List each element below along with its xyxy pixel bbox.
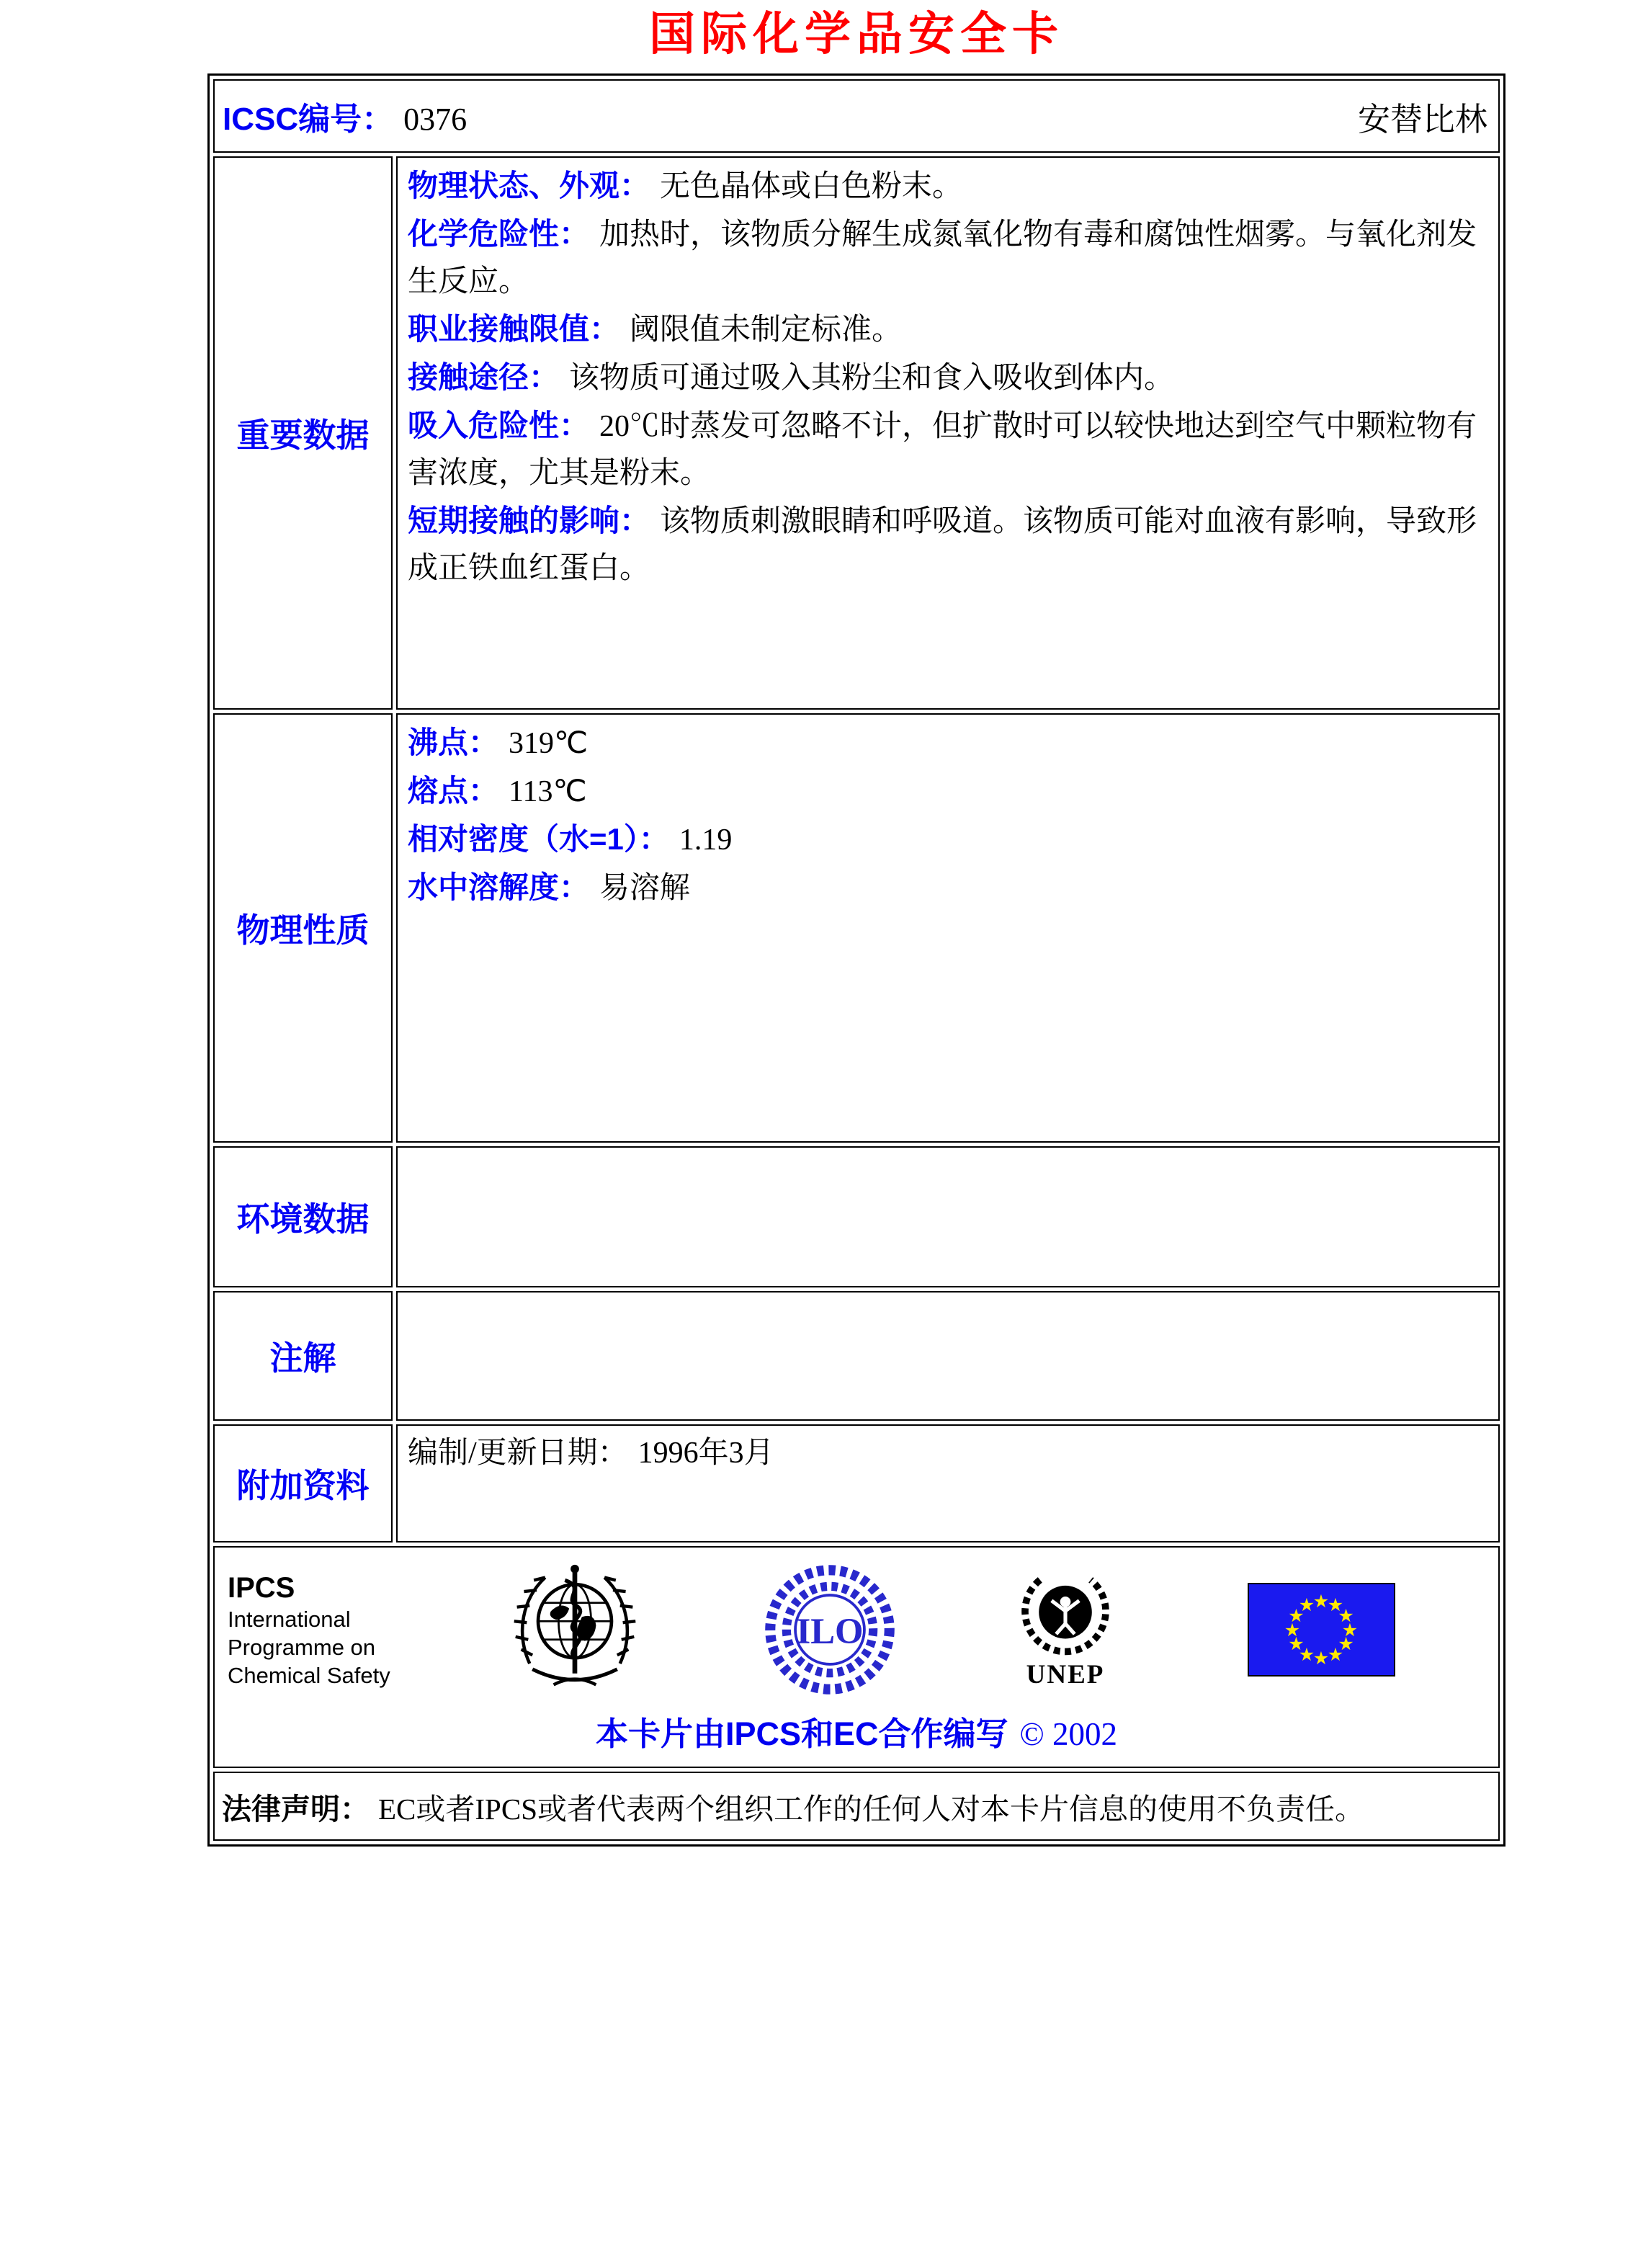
- svg-text:★: ★: [1288, 1633, 1305, 1654]
- svg-text:★: ★: [1327, 1644, 1344, 1665]
- field-physical-state: [408, 162, 1488, 210]
- legal-notice-label: 法律声明：: [222, 1792, 370, 1826]
- field-label: 接触途径：: [408, 360, 560, 394]
- legal-notice-text: EC或者IPCS或者代表两个组织工作的任何人对本卡片信息的使用不负责任。: [378, 1792, 1364, 1826]
- field-label: 熔点：: [408, 774, 499, 808]
- field-value: 无色晶体或白色粉末。: [660, 170, 963, 203]
- important-data-content: [396, 156, 1500, 710]
- svg-text:★: ★: [1298, 1644, 1315, 1665]
- additional-info-content: [396, 1424, 1500, 1542]
- page-title: 国际化学品安全卡: [649, 7, 1064, 61]
- physical-properties-row: [213, 713, 1500, 1143]
- field-value: 20℃时蒸发可忽略不计，但扩散时可以较快地达到空气中颗粒物有害浓度，尤其是粉末。: [408, 410, 1477, 490]
- ilo-logo: [762, 1562, 898, 1697]
- field-label: 沸点：: [408, 726, 499, 759]
- field-melting-point: [408, 767, 1488, 816]
- ipcs-line-2: Programme on: [228, 1634, 376, 1660]
- notes-row: [213, 1291, 1500, 1421]
- field-label: 吸入危险性：: [408, 408, 590, 442]
- ilo-logo-text: ILO: [796, 1610, 864, 1651]
- chemical-name: 安替比林: [1357, 101, 1487, 138]
- field-label: 职业接触限值：: [408, 312, 620, 346]
- ipcs-line-3: Chemical Safety: [228, 1662, 390, 1688]
- section-label-important-data: 重要数据: [213, 156, 393, 710]
- section-label-notes: 注解: [213, 1291, 393, 1421]
- field-occupational-limit: [408, 305, 1488, 354]
- ipcs-line-1: International: [228, 1606, 351, 1632]
- header-content: [215, 81, 1498, 151]
- field-relative-density: [408, 816, 1488, 864]
- notes-content: [396, 1291, 1500, 1421]
- field-chemical-danger: [408, 210, 1488, 305]
- safety-card-page: [207, 0, 1505, 1847]
- svg-text:★: ★: [1341, 1620, 1359, 1640]
- field-label: 相对密度（水=1）：: [408, 822, 669, 856]
- field-label: 短期接触的影响：: [408, 504, 650, 537]
- field-value: 1.19: [679, 823, 733, 857]
- field-value: 易溶解: [599, 872, 691, 905]
- unep-emblem: [1008, 1571, 1123, 1661]
- important-data-row: [213, 156, 1500, 710]
- eu-flag: [1248, 1583, 1395, 1677]
- credit-line: [215, 1707, 1498, 1754]
- legal-row: [213, 1772, 1500, 1841]
- svg-text:★: ★: [1284, 1620, 1301, 1640]
- who-logo: [504, 1559, 645, 1700]
- section-label-physical-properties: 物理性质: [213, 713, 393, 1143]
- field-exposure-route: [408, 354, 1488, 402]
- environmental-data-content: [396, 1146, 1500, 1287]
- field-value: 该物质刺激眼睛和呼吸道。该物质可能对血液有影响，导致形成正铁血红蛋白。: [408, 505, 1477, 585]
- logos-cell: [213, 1546, 1500, 1768]
- field-label: 化学危险性：: [408, 217, 590, 251]
- header-cell: [213, 79, 1500, 153]
- legal-cell: [213, 1772, 1500, 1841]
- field-update-date: [408, 1430, 1488, 1477]
- svg-text:★: ★: [1327, 1594, 1344, 1615]
- field-label: 物理状态、外观：: [408, 169, 650, 202]
- credit-text: 本卡片由IPCS和EC合作编写: [596, 1715, 1008, 1752]
- section-label-additional-info: 附加资料: [213, 1424, 393, 1542]
- svg-text:★: ★: [1312, 1648, 1330, 1669]
- section-label-environmental-data: 环境数据: [213, 1146, 393, 1287]
- field-value: 该物质可通过吸入其粉尘和食入吸收到体内。: [569, 362, 1175, 395]
- field-value: 113℃: [509, 775, 587, 808]
- svg-text:★: ★: [1338, 1605, 1354, 1626]
- unep-logo: [1004, 1571, 1127, 1689]
- field-inhalation-risk: [408, 402, 1488, 497]
- credit-year: © 2002: [1019, 1716, 1117, 1752]
- field-value: 319℃: [509, 727, 589, 760]
- svg-text:★: ★: [1288, 1605, 1305, 1626]
- logos-row: [213, 1546, 1500, 1768]
- additional-info-row: [213, 1424, 1500, 1542]
- field-value: 阈限值未制定标准。: [630, 313, 903, 347]
- ipcs-acronym: IPCS: [228, 1571, 295, 1604]
- field-short-term-effects: [408, 497, 1488, 592]
- icsc-number-group: [223, 93, 467, 139]
- field-value: 1996年3月: [637, 1437, 774, 1470]
- svg-text:★: ★: [1312, 1591, 1330, 1612]
- icsc-number-label: ICSC编号：: [223, 102, 394, 137]
- logo-strip: [215, 1553, 1498, 1706]
- svg-text:★: ★: [1298, 1594, 1315, 1615]
- safety-card-table: [207, 73, 1505, 1847]
- svg-text:★: ★: [1338, 1633, 1354, 1654]
- ipcs-text-block: [228, 1571, 424, 1689]
- field-label: 编制/更新日期：: [408, 1437, 628, 1470]
- environmental-data-row: [213, 1146, 1500, 1287]
- unep-logo-text: UNEP: [1026, 1660, 1105, 1689]
- field-label: 水中溶解度：: [408, 870, 590, 904]
- physical-properties-content: [396, 713, 1500, 1143]
- icsc-number-value: 0376: [403, 102, 467, 137]
- field-water-solubility: [408, 864, 1488, 912]
- field-boiling-point: [408, 719, 1488, 767]
- field-value: 加热时，该物质分解生成氮氧化物有毒和腐蚀性烟雾。与氧化剂发生反应。: [408, 218, 1477, 298]
- header-row: [213, 79, 1500, 153]
